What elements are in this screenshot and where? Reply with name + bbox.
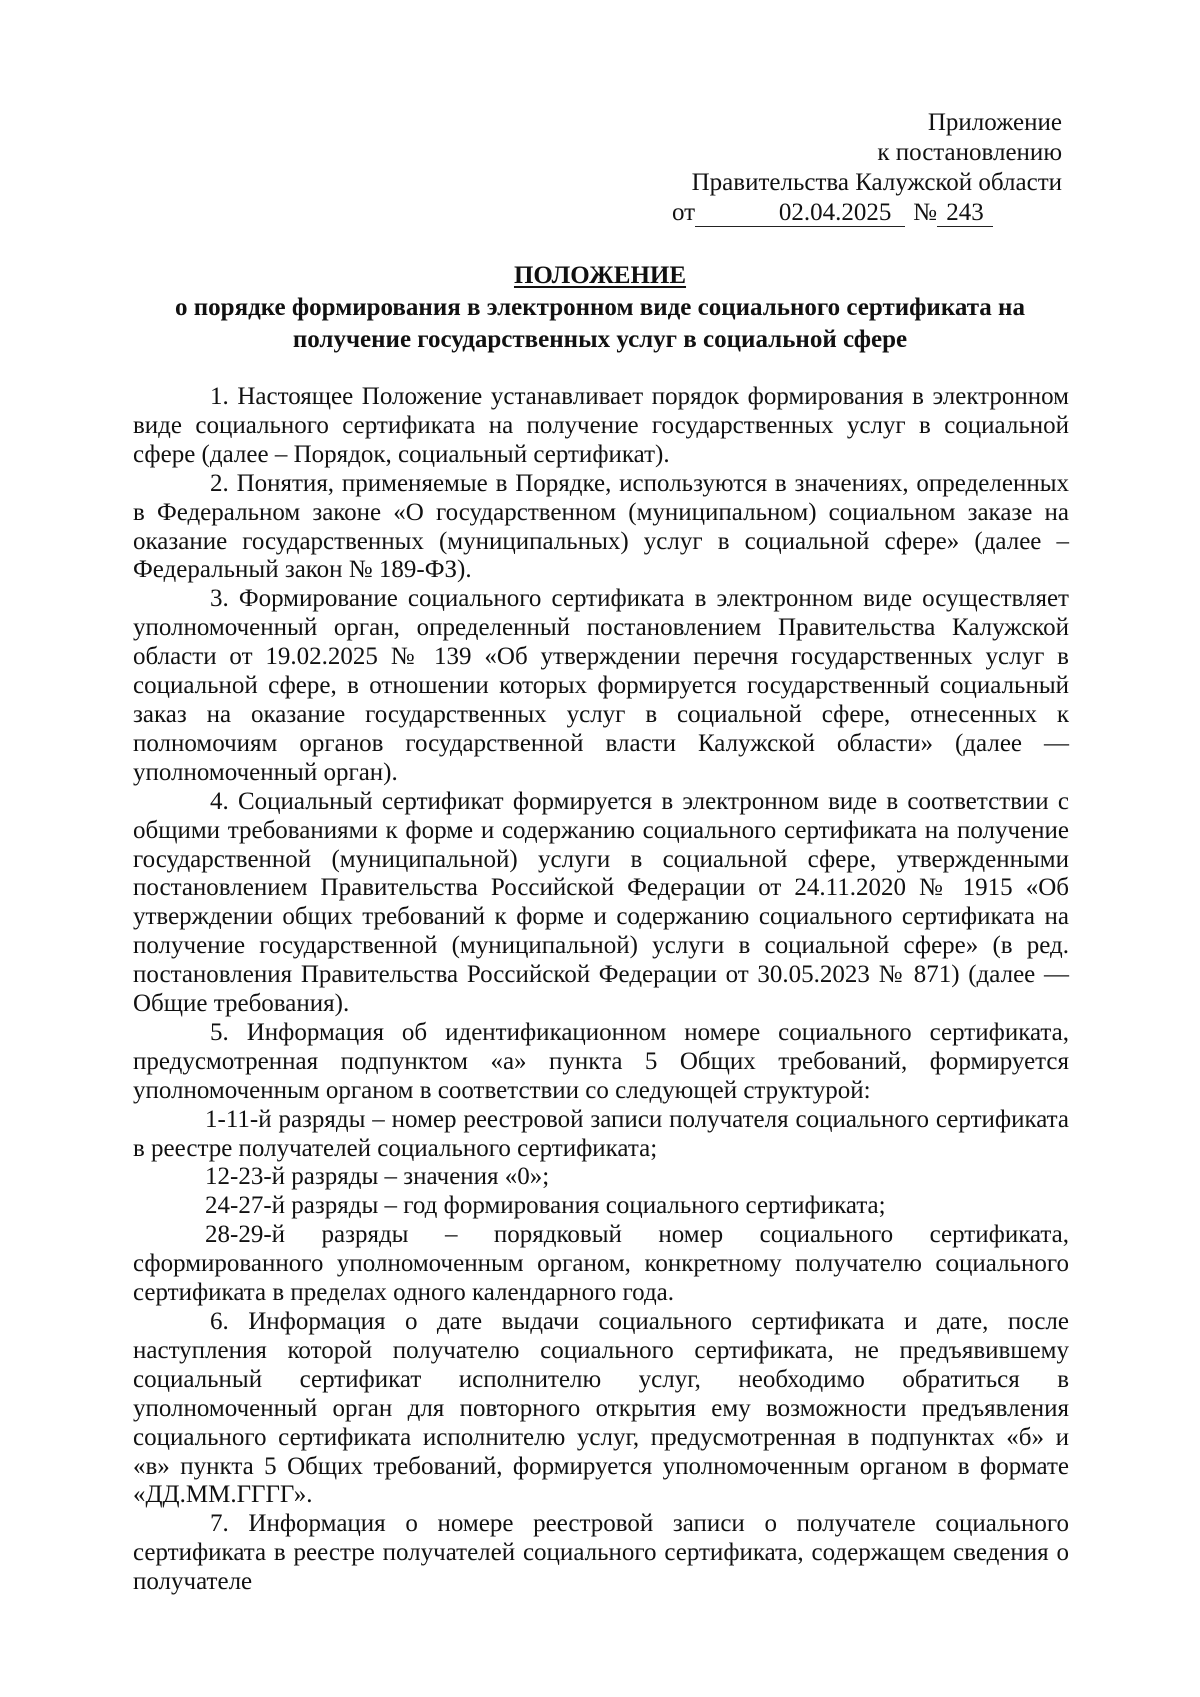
decree-number: 243 [937,200,993,227]
date-prefix: от [672,199,696,226]
paragraph-1: 1. Настоящее Положение устанавливает порядок формирования в электронном виде социального сертификата на получение государственных услуг в социальной сфере (далее – Порядок, социальный сертификат). [133,383,1069,468]
document-heading [130,260,1070,356]
paragraph-6: 6. Информация о дате выдачи социального сертификата и дате, после наступления которой получателю социального сертификата, не предъявившему социальный сертификат исполнителю услуг, необходимо обратиться в уполномоченный орган для повторного открытия ему возможности предъявления социального сертификата исполнителю услуг, предусмотренная в подпунктах «б» и «в» пункта 5 Общих требований, формируется уполномоченным органом в формате «ДД.ММ.ГГГГ». [133,1308,1069,1509]
appendix-issuer: Правительства Калужской области [691,169,1062,196]
document-subtitle: о порядке формирования в электронном виде социального сертификата на получение государственных услуг в социальной сфере [175,294,1025,353]
document-title: ПОЛОЖЕНИЕ [513,262,687,289]
paragraph-5: 5. Информация об идентификационном номере социального сертификата, предусмотренная подпунктом «а» пункта 5 Общих требований, формируется уполномоченным органом в соответствии со следующей структурой: [133,1018,1069,1104]
appendix-block [642,108,1062,228]
number-prefix: № [913,199,937,226]
appendix-title: Приложение [927,109,1062,136]
paragraph-3: 3. Формирование социального сертификата в электронном виде осуществляет уполномоченный орган, определенный постановлением Правительства Калужской области от 19.02.2025 № 139 «Об утверждении перечня государственных услуг в социальной сфере, в отношении которых формируется государственный социальный заказ на оказание государственных услуг в социальной сфере, отнесенных к полномочиям органов государственной власти Калужской области» (далее — уполномоченный орган). [133,585,1069,786]
paragraph-5-digits-1-11: 1-11-й разряды – номер реестровой записи получателя социального сертификата в реестре получателей социального сертификата; [133,1105,1069,1162]
decree-date: 02.04.2025 [695,200,905,227]
appendix-date-line [672,198,1062,228]
appendix-reference: к постановлению [877,139,1062,166]
document-body [133,383,1069,1597]
paragraph-5-digits-24-27: 24-27-й разряды – год формирования социального сертификата; [205,1192,886,1220]
paragraph-7: 7. Информация о номере реестровой записи о получателе социального сертификата в реестре получателей социального сертификата, содержащем сведения о получателе [133,1510,1069,1596]
paragraph-5-digits-28-29: 28-29-й разряды – порядковый номер социального сертификата, сформированного уполномоченным органом, конкретному получателю социального сертификата в пределах одного календарного года. [133,1221,1069,1307]
paragraph-5-digits-12-23: 12-23-й разряды – значения «0»; [205,1163,550,1191]
paragraph-4: 4. Социальный сертификат формируется в электронном виде в соответствии с общими требованиями к форме и содержанию социального сертификата на получение государственной (муниципальной) услуги в социальной сфере, утвержденными постановлением Правительства Российской Федерации от 24.11.2020 № 1915 «Об утверждении общих требований к форме и содержанию социального сертификата на получение государственной (муниципальной) услуги в социальной сфере» (в ред. постановления Правительства Российской Федерации от 30.05.2023 № 871) (далее — Общие требования). [133,787,1069,1018]
paragraph-2: 2. Понятия, применяемые в Порядке, используются в значениях, определенных в Федеральном законе «О государственном (муниципальном) социальном заказе на оказание государственных (муниципальных) услуг в социальной сфере» (далее – Федеральный закон № 189-ФЗ). [133,469,1069,584]
